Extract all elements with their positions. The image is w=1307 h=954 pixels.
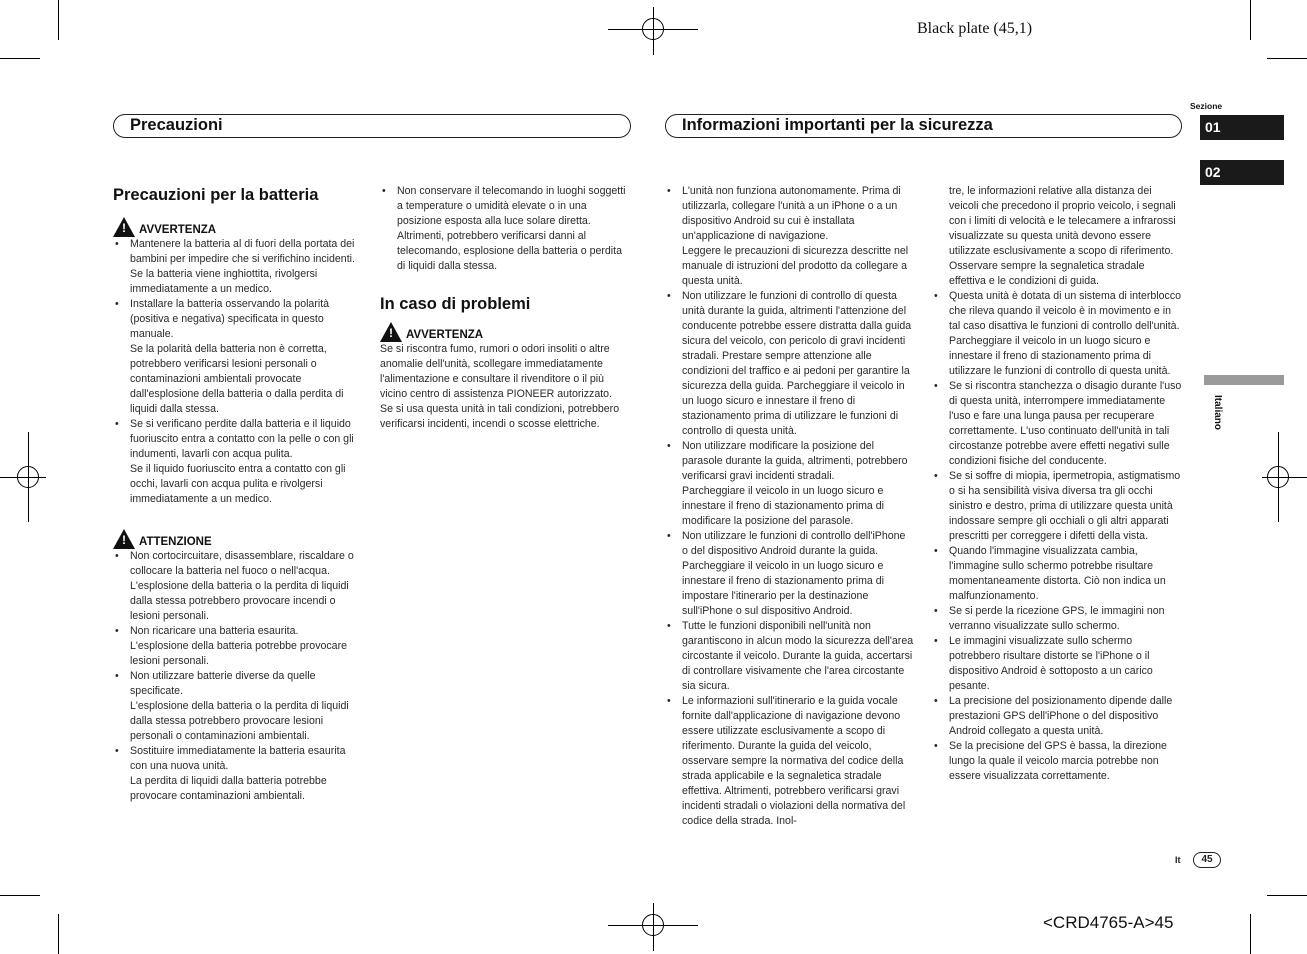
warning-triangle-icon: ! (380, 322, 402, 342)
list-item (932, 289, 1182, 379)
bullet-icon: • (934, 470, 938, 482)
registration-circle (17, 466, 39, 488)
list-item-subtext: L'esplosione della batteria potrebbe provocare lesioni personali. (130, 640, 347, 667)
crop-mark (0, 895, 40, 896)
bullet-icon: • (115, 625, 119, 637)
list-item (113, 549, 364, 624)
list-item-subtext: L'esplosione della batteria o la perdita di liquidi dalla stessa potrebbero provocare lesioni personali o contaminazioni ambientali. (130, 700, 349, 742)
bullet-icon: • (934, 290, 938, 302)
column-1 (113, 185, 364, 804)
crop-mark (58, 0, 59, 40)
page-number: 45 (1193, 852, 1221, 868)
bullet-icon: • (382, 185, 386, 197)
list-item (380, 184, 629, 274)
list-item (932, 739, 1182, 784)
safety-list (665, 184, 914, 829)
list-item (665, 619, 914, 694)
list-item-subtext: Se la polarità della batteria non è corretta, potrebbero verificarsi lesioni personali o contaminazioni ambientali provocate dall'esplosione della batteria o dalla perdita di liquidi dalla stessa. (130, 343, 344, 415)
list-item-text: L'unità non funziona autonomamente. Prima di utilizzarla, collegare l'unità a un iPhone o a un dispositivo Android su cui è installata un'applicazione di navigazione. (682, 185, 901, 242)
heading-problems: In caso di problemi (380, 295, 531, 313)
bullet-icon: • (115, 670, 119, 682)
list-item (932, 379, 1182, 469)
list-item-text: Non ricaricare una batteria esaurita. (130, 625, 299, 637)
language-label: Italiano (1212, 395, 1223, 431)
problems-paragraph: Se si usa questa unità in tali condizioni, potrebbero verificarsi incidenti, incendi o scosse elettriche. (380, 403, 620, 430)
crop-mark (1250, 0, 1251, 40)
section-tab-01[interactable]: 01 (1200, 115, 1284, 140)
warning-heading: ! AVVERTENZA (380, 322, 629, 342)
crop-mark (1267, 895, 1307, 896)
list-item-text: Quando l'immagine visualizzata cambia, l'immagine sullo schermo potrebbe risultare momentaneamente distorta. Ciò non indica un malfunzionamento. (949, 545, 1166, 602)
bullet-icon: • (115, 550, 119, 562)
list-item-text: La precisione del posizionamento dipende dalle prestazioni GPS dell'iPhone o del dispositivo Android collegato a questa unità. (949, 695, 1173, 737)
list-item-text: Tutte le funzioni disponibili nell'unità non garantiscono in alcun modo la sicurezza dell'area circostante il veicolo. Durante la guida, accertarsi di controllare visivamente che l'area circostante sia sicura. (682, 620, 914, 692)
document-code: <CRD4765-A>45 (1043, 913, 1174, 932)
bullet-icon: • (934, 695, 938, 707)
bullet-icon: • (667, 290, 671, 302)
list-item-text: Non utilizzare le funzioni di controllo di questa unità durante la guida, altrimenti l'attenzione del conducente potrebbe essere distratta dalla guida sicura del veicolo, con pericolo di gravi incidenti stradali. Prestare sempre attenzione alle condizioni del traffico e ai pedoni per garantire la sicurezza della guida. Parcheggiare il veicolo in un luogo sicuro e innestare il freno di stazionamento prima di utilizzare le funzioni di controllo di questa unità. (682, 290, 912, 437)
list-item-text: Non utilizzare batterie diverse da quelle specificate. (130, 670, 316, 697)
list-item-text: Se si perde la ricezione GPS, le immagini non verranno visualizzate sullo schermo. (949, 605, 1165, 632)
list-item (113, 669, 364, 744)
list-item (665, 439, 914, 529)
crop-mark (1250, 914, 1251, 954)
list-item (113, 297, 364, 417)
section-header-right: Informazioni importanti per la sicurezza (665, 114, 1182, 138)
remote-list (380, 184, 629, 274)
bullet-icon: • (115, 298, 119, 310)
bullet-icon: • (667, 185, 671, 197)
list-item (113, 417, 364, 507)
list-item-text: Se si verificano perdite dalla batteria e il liquido fuoriuscito entra a contatto con la pelle o con gli indumenti, lavarli con acqua pulita. (130, 418, 354, 460)
bullet-icon: • (934, 605, 938, 617)
list-item-text: Mantenere la batteria al di fuori della portata dei bambini per impedire che si verifichino incidenti. (130, 238, 355, 265)
list-item (932, 694, 1182, 739)
list-item (113, 237, 364, 297)
list-item (113, 624, 364, 669)
list-item-text: Non conservare il telecomando in luoghi soggetti a temperature o umidità elevate o in una posizione esposta alla luce solare diretta. (397, 185, 626, 227)
plate-label: Black plate (45,1) (917, 20, 1033, 37)
list-item-subtext: La perdita di liquidi dalla batteria potrebbe provocare contaminazioni ambientali. (130, 775, 327, 802)
list-item (932, 469, 1182, 544)
bullet-icon: • (934, 635, 938, 647)
list-item-text: Sostituire immediatamente la batteria esaurita con una nuova unità. (130, 745, 346, 772)
crop-mark (58, 914, 59, 954)
bullet-icon: • (115, 418, 119, 430)
crop-mark (0, 58, 40, 59)
list-item-subtext: Se la batteria viene inghiottita, rivolgersi immediatamente a un medico. (130, 268, 318, 295)
list-item-text: Se si soffre di miopia, ipermetropia, astigmatismo o si ha sensibilità visiva diversa tra gli occhi sinistro e destro, prima di utilizzare questa unità indossare sempre gli occhiali o gli altri apparati prescritti per correggere i difetti della vista. (949, 470, 1181, 542)
column-3 (665, 184, 914, 829)
list-item (113, 744, 364, 804)
list-item-subtext: Parcheggiare il veicolo in un luogo sicuro e innestare il freno di stazionamento prima di modificare la posizione del parasole. (682, 485, 884, 527)
crop-mark (1267, 58, 1307, 59)
warning-triangle-icon: ! (113, 217, 135, 237)
list-item-text: Se la precisione del GPS è bassa, la direzione lungo la quale il veicolo marcia potrebbe non essere visualizzata correttamente. (949, 740, 1167, 782)
list-item-text: Le immagini visualizzate sullo schermo potrebbero risultare distorte se l'iPhone o il dispositivo Android è sottoposto a un carico pesante. (949, 635, 1153, 692)
page-language: It (1175, 855, 1181, 865)
list-item-text: Non cortocircuitare, disassemblare, riscaldare o collocare la batteria nel fuoco o nell'acqua. (130, 550, 354, 577)
bullet-icon: • (667, 440, 671, 452)
registration-circle (642, 914, 664, 936)
heading-battery: Precauzioni per la batteria (113, 186, 319, 204)
list-item (932, 634, 1182, 694)
section-tab-02[interactable]: 02 (1200, 160, 1284, 185)
list-item (932, 604, 1182, 634)
warning-triangle-icon: ! (113, 529, 135, 549)
registration-circle (642, 18, 664, 40)
bullet-icon: • (667, 530, 671, 542)
column-2 (380, 184, 629, 432)
bullet-icon: • (934, 740, 938, 752)
list-item-subtext: Se il liquido fuoriuscito entra a contatto con gli occhi, lavarli con acqua pulita e rivolgersi immediatamente a un medico. (130, 463, 346, 505)
warning-heading: ! AVVERTENZA (113, 217, 364, 237)
caution-list (113, 549, 364, 804)
bullet-icon: • (934, 380, 938, 392)
section-header-left: Precauzioni (113, 114, 631, 138)
bullet-icon: • (115, 745, 119, 757)
list-item-text: Questa unità è dotata di un sistema di interblocco che rileva quando il veicolo è in movimento e in tal caso disattiva le funzioni di controllo dell'unità. Parcheggiare il veicolo in un luogo sicuro e innestare il freno di stazionamento prima di utilizzare le funzioni di controllo di questa unità. (949, 290, 1182, 377)
problems-paragraph: Se si riscontra fumo, rumori o odori insoliti o altre anomalie dell'unità, scollegare immediatamente l'alimentazione e consultare il rivenditore o il più vicino centro di assistenza PIONEER autorizzato. (380, 343, 612, 400)
list-item-text: Se si riscontra stanchezza o disagio durante l'uso di questa unità, interrompere immediatamente l'uso e fare una lunga pausa per recuperare correttamente. L'uso continuato dell'unità in tali circostanze potrebbe avere effetti negativi sulle condizioni fisiche del conducente. (949, 380, 1182, 467)
list-item (665, 694, 914, 829)
list-item-text: Non utilizzare modificare la posizione del parasole durante la guida, altrimenti, potrebbero verificarsi gravi incidenti stradali. (682, 440, 908, 482)
list-item (932, 544, 1182, 604)
list-item-text: Le informazioni sull'itinerario e la guida vocale fornite dall'applicazione di navigazione devono essere utilizzate esclusivamente a scopo di riferimento. Durante la guida del veicolo, osservare sempre la normativa del codice della strada applicabile e la segnaletica stradale effettiva. Altrimenti, potrebbero verificarsi gravi incidenti stradali o violazioni della normativa del codice della strada. Inol- (682, 695, 906, 827)
bullet-icon: • (667, 620, 671, 632)
list-item-text: Installare la batteria osservando la polarità (positiva e negativa) specificata in questo manuale. (130, 298, 330, 340)
section-label: Sezione (1190, 101, 1223, 111)
list-item-subtext: Altrimenti, potrebbero verificarsi danni al telecomando, esplosione della batteria o perdita di liquidi dalla stessa. (397, 230, 622, 272)
warning-list (113, 237, 364, 507)
caution-heading: ! ATTENZIONE (113, 529, 364, 549)
list-item (665, 529, 914, 619)
bullet-icon: • (115, 238, 119, 250)
safety-list (932, 289, 1182, 784)
continued-paragraph: tre, le informazioni relative alla distanza dei veicoli che precedono il proprio veicolo, i segnali con i limiti di velocità e le telecamere a infrarossi visualizzate su questa unità devono essere utilizzate esclusivamente a scopo di riferimento. Osservare sempre la segnaletica stradale effettiva e le condizioni di guida. (949, 185, 1176, 287)
list-item-subtext: L'esplosione della batteria o la perdita di liquidi dalla stessa potrebbero provocare incendi o lesioni personali. (130, 580, 349, 622)
registration-circle (1267, 466, 1289, 488)
list-item-subtext: Leggere le precauzioni di sicurezza descritte nel manuale di istruzioni del prodotto da collegare a questa unità. (682, 245, 909, 287)
column-4 (932, 184, 1182, 784)
bullet-icon: • (934, 545, 938, 557)
list-item-text: Non utilizzare le funzioni di controllo dell'iPhone o del dispositivo Android durante la guida. Parcheggiare il veicolo in un luogo sicuro e innestare il freno di stazionamento prima di impostare l'itinerario per la destinazione sull'iPhone o sul dispositivo Android. (682, 530, 906, 617)
list-item (665, 289, 914, 439)
language-bar (1204, 375, 1284, 385)
list-item (665, 184, 914, 289)
bullet-icon: • (667, 695, 671, 707)
